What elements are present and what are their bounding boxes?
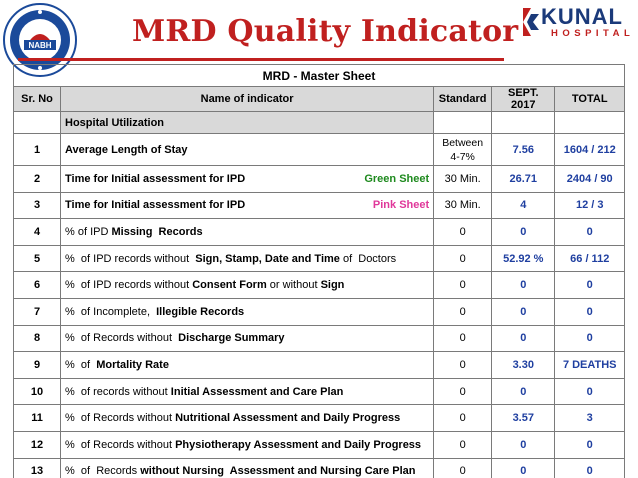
month-value: 7.56 [492,134,555,166]
indicator-bold: Consent Form [192,279,267,292]
table-row [14,431,625,458]
standard-value: 0 [434,219,492,246]
total-value: 3 [555,405,625,432]
section-spacer [492,112,555,134]
total-value: 0 [555,378,625,405]
month-value: 0 [492,431,555,458]
row-number: 10 [14,378,61,405]
indicator-name [61,245,434,272]
indicator-bold: Sign, Stamp, Date and Time [195,252,340,265]
section-spacer [14,112,61,134]
sheet-tag: Pink Sheet [372,199,430,212]
month-value: 4 [492,192,555,219]
indicator-name [61,219,434,246]
indicator-text [65,199,245,211]
indicator-bold: Missing Records [111,225,203,238]
section-label: Hospital Utilization [61,112,434,134]
indicator-text [65,279,344,291]
table-row [14,134,625,166]
hospital-logo [517,4,635,44]
indicator-bold: Illegible Records [156,305,245,318]
table-row [14,245,625,272]
row-number: 9 [14,352,61,379]
table-row [14,352,625,379]
indicator-pre: % of IPD [65,225,112,238]
row-number: 2 [14,166,61,193]
col-sr-no: Sr. No [14,87,61,112]
month-value: 0 [492,219,555,246]
total-value: 2404 / 90 [555,166,625,193]
table-title: MRD - Master Sheet [14,65,625,87]
master-sheet-table [13,64,625,478]
row-number: 6 [14,272,61,299]
kunal-mark-icon [519,6,541,38]
col-month: SEPT. 2017 [492,87,555,112]
row-number: 12 [14,431,61,458]
indicator-name [61,378,434,405]
total-value: 0 [555,325,625,352]
total-value: 0 [555,298,625,325]
standard-value: 0 [434,378,492,405]
indicator-post: or without [266,279,321,292]
month-value: 52.92 % [492,245,555,272]
month-value: 0 [492,325,555,352]
indicator-name [61,298,434,325]
indicator-name [61,352,434,379]
indicator-text [65,359,169,371]
indicator-name [61,166,434,193]
indicator-text [65,465,415,477]
table-header-row [14,87,625,112]
indicator-text [65,412,400,424]
total-value: 0 [555,272,625,299]
indicator-bold: Nutritional Assessment and Daily Progress [175,412,401,425]
row-number: 1 [14,134,61,166]
indicator-name [61,192,434,219]
table-row [14,378,625,405]
row-number: 4 [14,219,61,246]
indicator-text [65,332,285,344]
col-standard: Standard [434,87,492,112]
nabh-logo-text: NABH [28,41,52,50]
brand-subtitle: HOSPITAL [551,28,635,39]
total-value: 12 / 3 [555,192,625,219]
indicator-pre: % of IPD records without [65,252,196,265]
row-number: 3 [14,192,61,219]
row-number: 13 [14,458,61,478]
indicator-bold: Physiotherapy Assessment and Daily Progress [175,438,422,451]
standard-value: 30 Min. [434,192,492,219]
row-number: 11 [14,405,61,432]
row-number: 7 [14,298,61,325]
table-row [14,298,625,325]
month-value: 26.71 [492,166,555,193]
section-spacer [555,112,625,134]
table-title-row [14,65,625,87]
indicator-name [61,272,434,299]
indicator-pre: % of Records without [65,412,176,425]
standard-value: 0 [434,325,492,352]
row-number: 5 [14,245,61,272]
indicator-name [61,458,434,478]
indicator-name [61,134,434,166]
indicator-text [65,144,187,156]
table-row [14,166,625,193]
indicator-bold: Initial Assessment and Care Plan [170,385,344,398]
standard-value: 0 [434,272,492,299]
indicator-text [65,306,244,318]
standard-value: 0 [434,298,492,325]
total-value: 7 DEATHS [555,352,625,379]
standard-value: 0 [434,245,492,272]
standard-value: 0 [434,458,492,478]
indicator-bold: Time for Initial assessment for IPD [65,199,246,212]
indicator-bold: without Nursing Assessment and Nursing Care Plan [140,465,416,478]
title-underline [18,58,504,61]
indicator-bold: Average Length of Stay [65,143,188,156]
indicator-pre: % of Incomplete, [65,305,157,318]
indicator-pre: % of [65,358,97,371]
total-value: 66 / 112 [555,245,625,272]
month-value: 0 [492,298,555,325]
standard-value: 30 Min. [434,166,492,193]
standard-value: 0 [434,405,492,432]
indicator-name [61,431,434,458]
indicator-text [65,253,396,265]
standard-value: Between 4-7% [434,134,492,166]
total-value: 0 [555,431,625,458]
table-row [14,192,625,219]
sheet-tag: Green Sheet [364,172,430,185]
indicator-text [65,226,203,238]
col-name: Name of indicator [61,87,434,112]
brand-name: KUNAL [541,4,623,29]
indicator-bold2: Sign [320,279,345,292]
month-value: 0 [492,458,555,478]
total-value: 0 [555,219,625,246]
standard-value: 0 [434,352,492,379]
table-row [14,325,625,352]
table-row [14,405,625,432]
page-title: MRD Quality Indicator [132,14,519,49]
indicator-pre: % of IPD records without [65,279,193,292]
month-value: 3.57 [492,405,555,432]
indicator-pre: % of Records without [65,438,176,451]
col-total: TOTAL [555,87,625,112]
indicator-bold: Mortality Rate [96,358,169,371]
indicator-name [61,405,434,432]
month-value: 0 [492,378,555,405]
section-row [14,112,625,134]
indicator-text [65,386,343,398]
indicator-pre: % of records without [65,385,171,398]
indicator-post: of Doctors [339,252,397,265]
indicator-bold: Time for Initial assessment for IPD [65,172,246,185]
indicator-name [61,325,434,352]
indicator-bold: Discharge Summary [178,332,285,345]
standard-value: 0 [434,431,492,458]
indicator-pre: % of Records without [65,332,179,345]
row-number: 8 [14,325,61,352]
section-spacer [434,112,492,134]
table-row [14,219,625,246]
total-value: 0 [555,458,625,478]
indicator-text [65,173,245,185]
month-value: 0 [492,272,555,299]
indicator-pre: % of Records [65,465,141,478]
table-row [14,458,625,478]
month-value: 3.30 [492,352,555,379]
indicator-text [65,439,421,451]
total-value: 1604 / 212 [555,134,625,166]
table-row [14,272,625,299]
